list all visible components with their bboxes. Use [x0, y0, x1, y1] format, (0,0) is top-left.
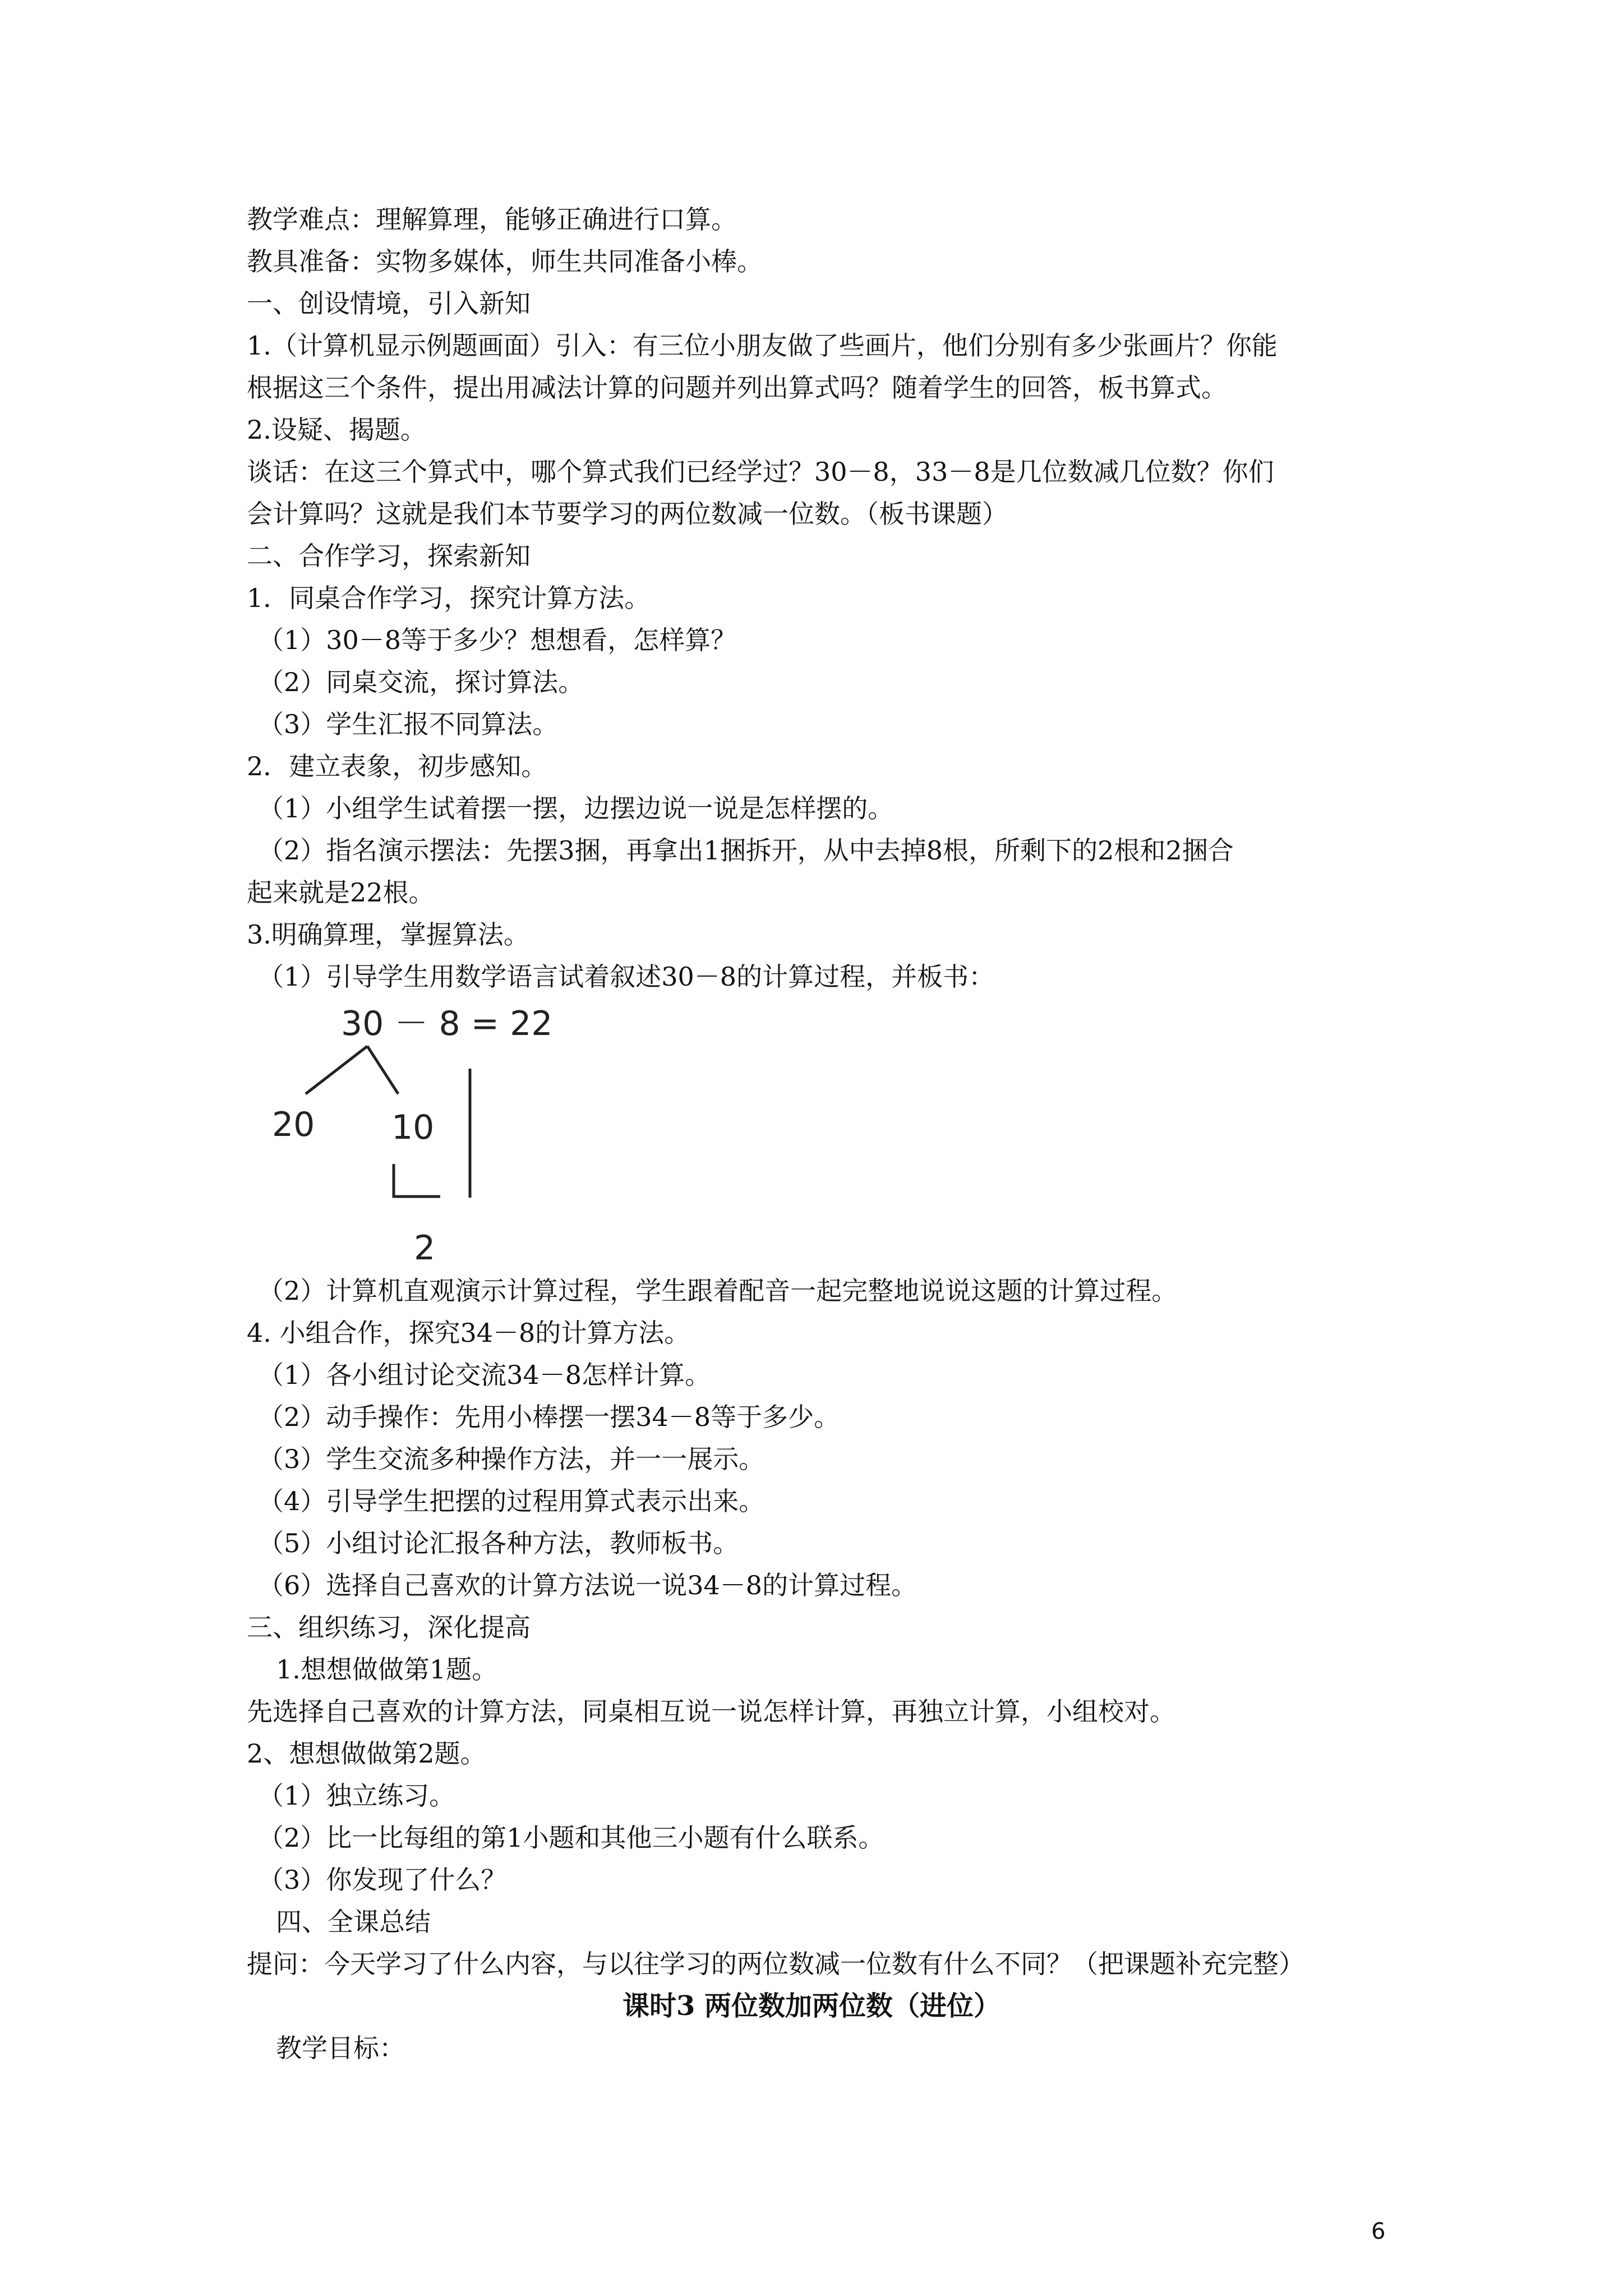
page-number: 6	[1371, 2219, 1386, 2244]
text-line: 教学目标：	[276, 2033, 405, 2063]
text-line: （1）各小组讨论交流34－8怎样计算。	[258, 1360, 711, 1390]
text-line: 1．同桌合作学习，探究计算方法。	[247, 583, 651, 613]
text-line: （6）选择自己喜欢的计算方法说一说34－8的计算过程。	[258, 1570, 917, 1600]
text-line: （1）独立练习。	[258, 1780, 455, 1811]
text-line: 会计算吗？这就是我们本节要学习的两位数减一位数。（板书课题）	[247, 499, 1008, 529]
text-line: （3）你发现了什么？	[258, 1865, 507, 1895]
text-line: （1）引导学生用数学语言试着叙述30－8的计算过程，并板书：	[258, 961, 995, 992]
text-line: 教学难点：理解算理，能够正确进行口算。	[247, 204, 737, 234]
text-line: 2．建立表象，初步感知。	[247, 751, 547, 781]
section-heading: 三、组织练习，深化提高	[247, 1612, 531, 1642]
branch-line-left	[306, 1046, 367, 1094]
subtraction-breakdown-diagram	[258, 1001, 651, 1271]
section-heading: 一、创设情境，引入新知	[247, 288, 531, 319]
text-line: （4）引导学生把摆的过程用算式表示出来。	[258, 1486, 765, 1516]
text-line: （1）30－8等于多少？想想看，怎样算？	[258, 625, 737, 655]
text-line: 教具准备：实物多媒体，师生共同准备小棒。	[247, 246, 763, 277]
text-line: 1.（计算机显示例题画面）引入：有三位小朋友做了些画片，他们分别有多少张画片？你能	[247, 330, 1278, 361]
text-line: 先选择自己喜欢的计算方法，同桌相互说一说怎样计算，再独立计算，小组校对。	[247, 1696, 1175, 1727]
text-line: （2）计算机直观演示计算过程，学生跟着配音一起完整地说说这题的计算过程。	[258, 1276, 1178, 1306]
text-line: 谈话：在这三个算式中，哪个算式我们已经学过？30－8，33－8是几位数减几位数？你们	[247, 457, 1274, 487]
text-line: 1.想想做做第1题。	[276, 1654, 498, 1685]
text-line: （2）动手操作：先用小棒摆一摆34－8等于多少。	[258, 1402, 840, 1432]
lesson-title: 课时3 两位数加两位数（进位）	[622, 1990, 1001, 2022]
section-heading: 二、合作学习，探索新知	[247, 541, 531, 571]
text-line: 提问：今天学习了什么内容，与以往学习的两位数减一位数有什么不同？（把课题补充完整）	[247, 1949, 1304, 1979]
text-line: 2.设疑、揭题。	[247, 415, 426, 445]
branch-line-right	[367, 1046, 398, 1094]
text-line: 2、想想做做第2题。	[247, 1738, 486, 1769]
diagram-right-part: 10	[391, 1108, 435, 1147]
text-line: 3.明确算理，掌握算法。	[247, 919, 529, 950]
diagram-equation: 30 － 8 = 22	[341, 1004, 553, 1043]
text-line: 根据这三个条件，提出用减法计算的问题并列出算式吗？随着学生的回答，板书算式。	[247, 372, 1227, 403]
text-line: 4. 小组合作，探究34－8的计算方法。	[247, 1318, 690, 1348]
text-line: （3）学生交流多种操作方法，并一一展示。	[258, 1444, 765, 1474]
text-line: （2）指名演示摆法：先摆3捆，再拿出1捆拆开，从中去掉8根，所剩下的2根和2捆合	[258, 835, 1234, 866]
diagram-result-part: 2	[414, 1228, 436, 1268]
text-line: （2）同桌交流，探讨算法。	[258, 667, 584, 697]
text-line: （5）小组讨论汇报各种方法，教师板书。	[258, 1528, 739, 1558]
text-line: （3）学生汇报不同算法。	[258, 709, 559, 739]
text-line: （1）小组学生试着摆一摆，边摆边说一说是怎样摆的。	[258, 793, 894, 823]
text-line: 起来就是22根。	[247, 877, 435, 908]
text-line: （2）比一比每组的第1小题和其他三小题有什么联系。	[258, 1823, 884, 1853]
section-heading: 四、全课总结	[276, 1907, 431, 1937]
bracket-line	[394, 1164, 440, 1197]
diagram-left-part: 20	[272, 1105, 315, 1144]
